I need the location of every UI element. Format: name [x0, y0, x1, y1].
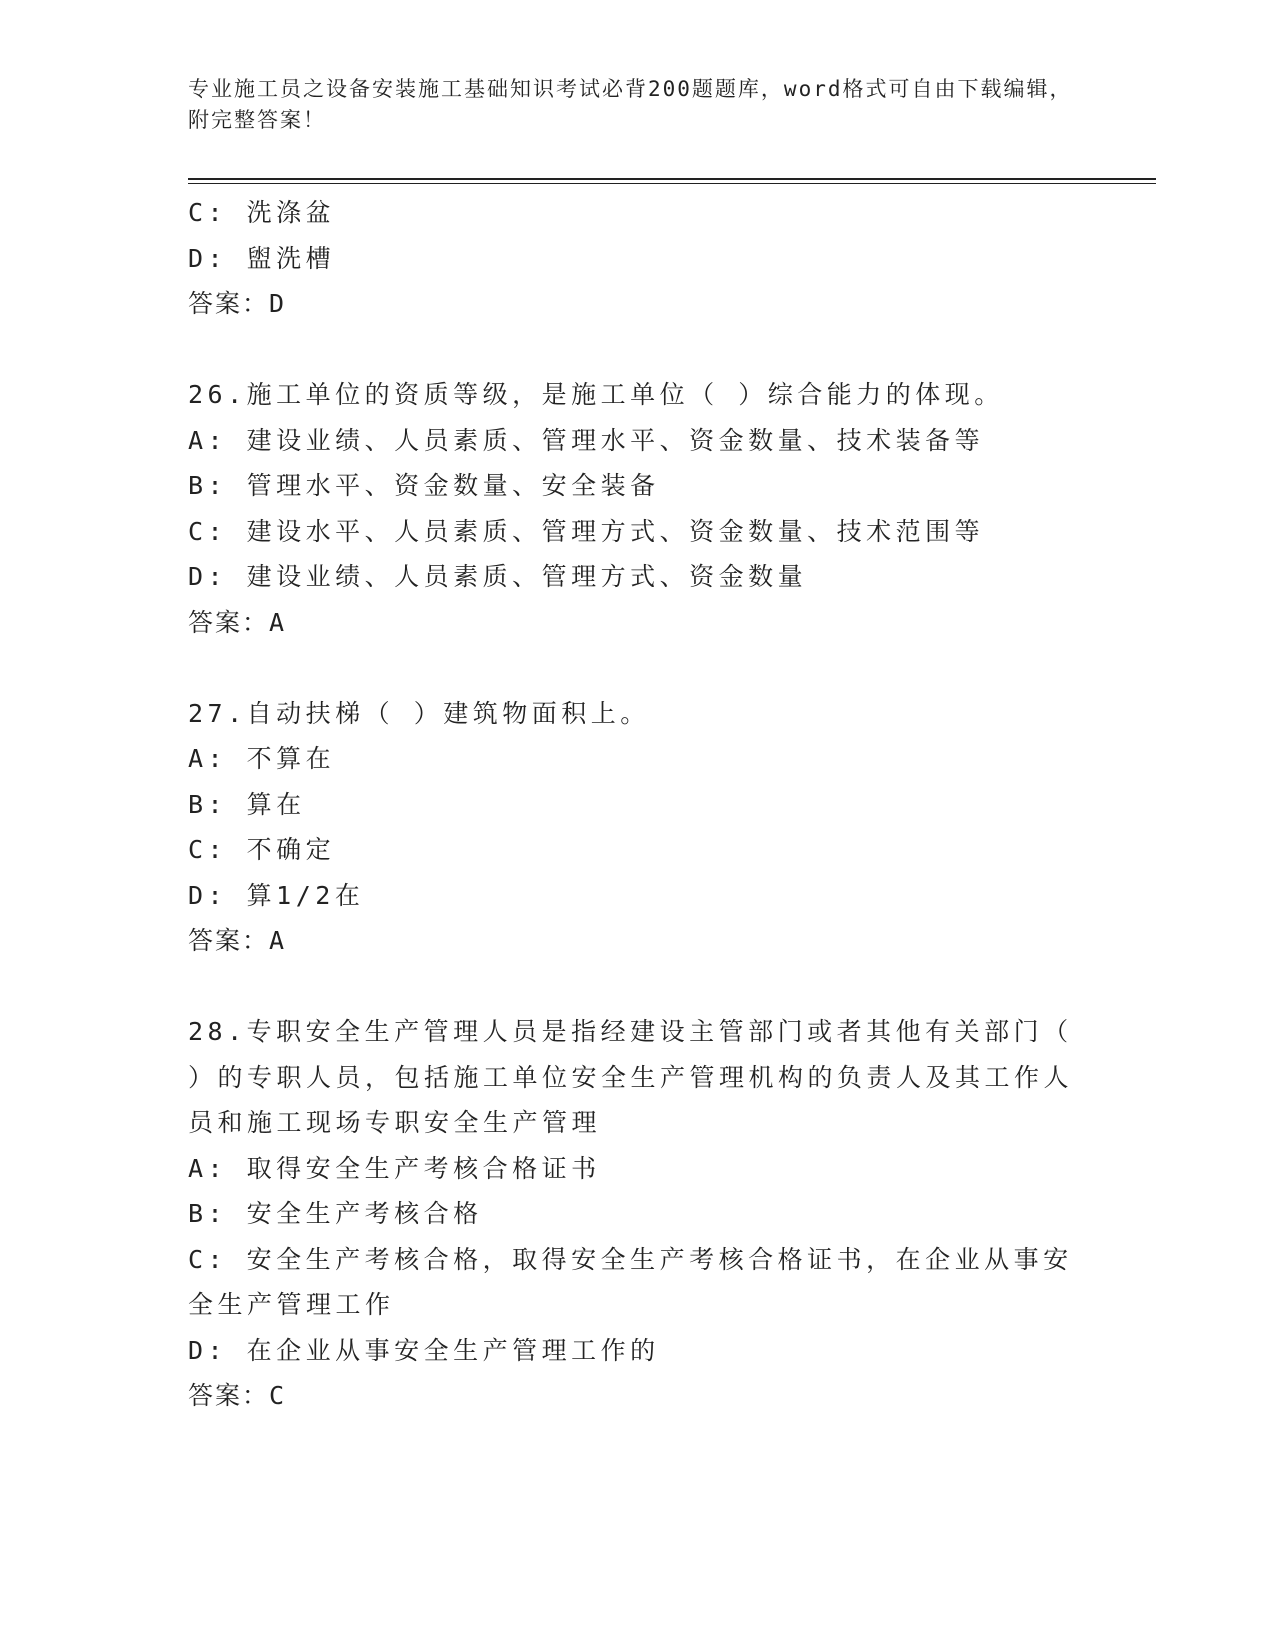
option-c: C: 安全生产考核合格，取得安全生产考核合格证书，在企业从事安全生产管理工作	[188, 1244, 1073, 1319]
question-stem: 27.自动扶梯（ ）建筑物面积上。	[188, 698, 650, 728]
question-28	[188, 1009, 1088, 1419]
option-a: A: 取得安全生产考核合格证书	[188, 1153, 601, 1183]
option-b: B: 安全生产考核合格	[188, 1199, 483, 1228]
document-header	[188, 74, 1088, 136]
answer: 答案：C	[188, 1381, 287, 1410]
answer: 答案：D	[188, 289, 287, 318]
option-a: A: 建设业绩、人员素质、管理水平、资金数量、技术装备等	[188, 425, 985, 455]
option-c: C: 不确定	[188, 835, 336, 864]
question-26	[188, 372, 1088, 645]
option-d: D: 算1/2在	[188, 880, 365, 910]
option-b: B: 管理水平、资金数量、安全装备	[188, 471, 660, 500]
option-a: A: 不算在	[188, 744, 336, 773]
question-stem: 26.施工单位的资质等级，是施工单位（ ）综合能力的体现。	[188, 380, 1004, 409]
option-c: C: 洗涤盆	[188, 198, 336, 227]
answer: 答案：A	[188, 607, 287, 637]
header-text: 专业施工员之设备安装施工基础知识考试必背200题题库，word格式可自由下载编辑，附完整答案！	[188, 77, 1073, 132]
header-rule-thin	[188, 183, 1156, 184]
option-d: D: 在企业从事安全生产管理工作的	[188, 1335, 660, 1365]
option-c: C: 建设水平、人员素质、管理方式、资金数量、技术范围等	[188, 516, 985, 546]
option-d: D: 建设业绩、人员素质、管理方式、资金数量	[188, 562, 808, 591]
option-b: B: 算在	[188, 789, 306, 819]
header-rule-thick	[188, 178, 1156, 180]
question-content	[188, 190, 1088, 1419]
question-stem: 28.专职安全生产管理人员是指经建设主管部门或者其他有关部门（ ）的专职人员，包括施工单位安全生产管理机构的负责人及其工作人员和施工现场专职安全生产管理	[188, 1017, 1074, 1137]
answer: 答案：A	[188, 926, 287, 955]
prev-question	[188, 190, 1088, 327]
option-d: D: 盥洗槽	[188, 243, 336, 273]
question-27	[188, 691, 1088, 964]
